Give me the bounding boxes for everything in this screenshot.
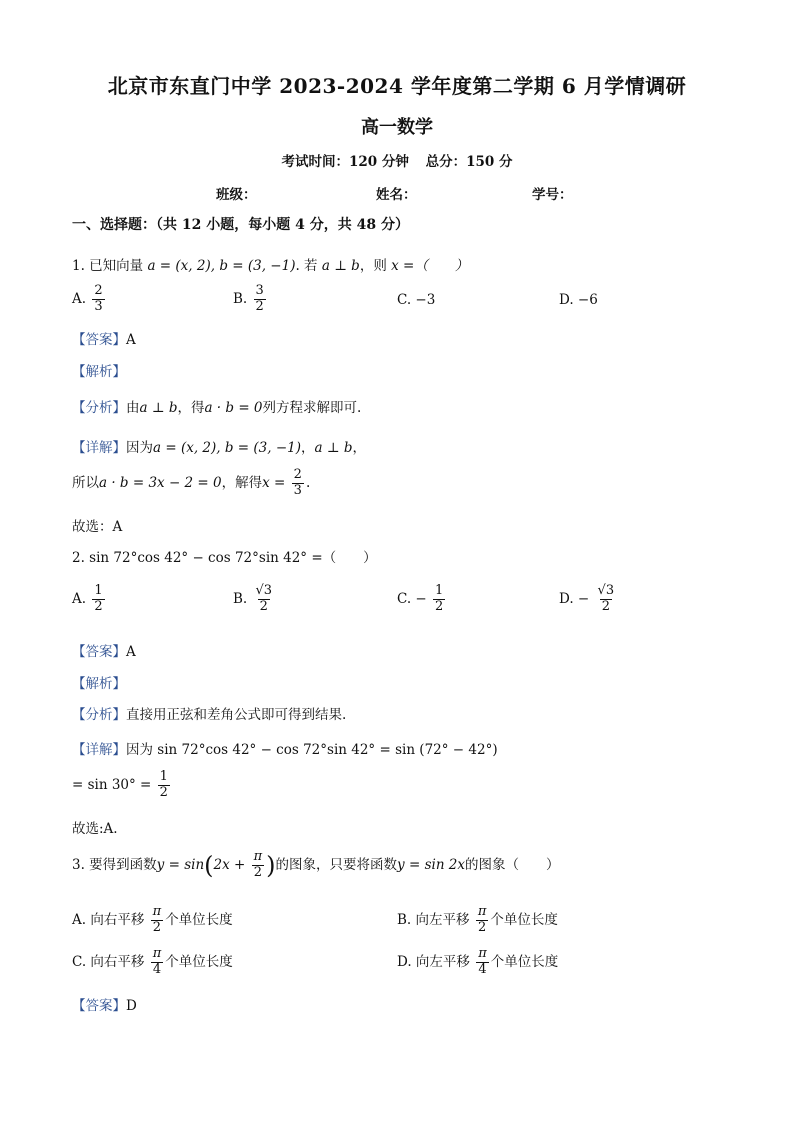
q1-detail: 【详解】因为a = (x, 2), b = (3, −1)，a ⊥ b，: [72, 440, 366, 456]
exam-total: 总分：150 分: [425, 154, 513, 170]
q1-option-c: C. −3: [397, 292, 436, 308]
q3-option-d: D. 向左平移 $\frac{\pi}{4}$ 个单位长度: [397, 946, 559, 977]
q2-analysis-label: 【解析】: [72, 676, 126, 692]
student-id-label: 学号：: [532, 187, 573, 203]
q2-answer: 【答案】A: [72, 644, 136, 660]
page-title: 北京市东直门中学 2023-2024 学年度第二学期 6 月学情调研: [107, 74, 687, 98]
q3-option-a: A. 向右平移 $\frac{\pi}{2}$ 个单位长度: [72, 904, 233, 935]
q2-option-a: A. $\frac{1}{2}$: [72, 583, 103, 614]
q1-answer: 【答案】A: [72, 332, 136, 348]
section-heading: 一、选择题：（共 12 小题，每小题 4 分，共 48 分）: [72, 217, 409, 233]
subject-title: 高一数学: [361, 117, 433, 138]
q2-conclusion: 故选:A.: [72, 821, 118, 837]
q1-analysis-label: 【解析】: [72, 364, 126, 380]
q1-option-d: D. −6: [559, 292, 598, 308]
q1-option-b: B. $\frac{3}{2}$: [233, 283, 264, 314]
question-2-stem: 2. sin 72°cos 42° − cos 72°sin 42° =（ ）: [72, 550, 377, 566]
q1-vectors: a = (x, 2), b = (3, −1): [147, 258, 296, 274]
question-3-stem: 3. 要得到函数y = sin(2x + $\frac{\pi}{2}$ )的图象，只要将函数y = sin 2x的图象（ ）: [72, 849, 560, 880]
q2-option-d: D. − $\frac{√3}{2}$: [559, 583, 615, 614]
q3-option-b: B. 向左平移 $\frac{\pi}{2}$ 个单位长度: [397, 904, 558, 935]
q1-option-a: A. $\frac{2}{3}$: [72, 283, 103, 314]
q3-option-c: C. 向右平移 $\frac{\pi}{4}$ 个单位长度: [72, 946, 233, 977]
q1-detail-line2: 所以a · b = 3x − 2 = 0，解得x = $\frac{2}{3}$ .: [72, 467, 311, 498]
q3-answer: 【答案】D: [72, 998, 137, 1014]
q2-option-c: C. − $\frac{1}{2}$: [397, 583, 444, 614]
q2-detail-line2: = sin 30° = $\frac{1}{2}$: [72, 769, 168, 800]
class-label: 班级：: [216, 187, 257, 203]
q1-conclusion: 故选：A: [72, 519, 123, 535]
question-1-stem: 1. 已知向量 a = (x, 2), b = (3, −1). 若 a ⊥ b，则 x =（ ）: [72, 258, 469, 274]
exam-meta: [0, 150, 794, 170]
q2-option-b: B. $\frac{√3}{2}$: [233, 583, 273, 614]
exam-time: 考试时间：120 分钟: [281, 154, 409, 170]
name-label: 姓名：: [376, 187, 417, 203]
q2-fenxi: 【分析】直接用正弦和差角公式即可得到结果.: [72, 707, 347, 723]
q2-detail: 【详解】因为 sin 72°cos 42° − cos 72°sin 42° = sin (72° − 42°): [72, 742, 498, 758]
q1-fenxi: 【分析】由a ⊥ b，得a · b = 0列方程求解即可.: [72, 400, 362, 416]
